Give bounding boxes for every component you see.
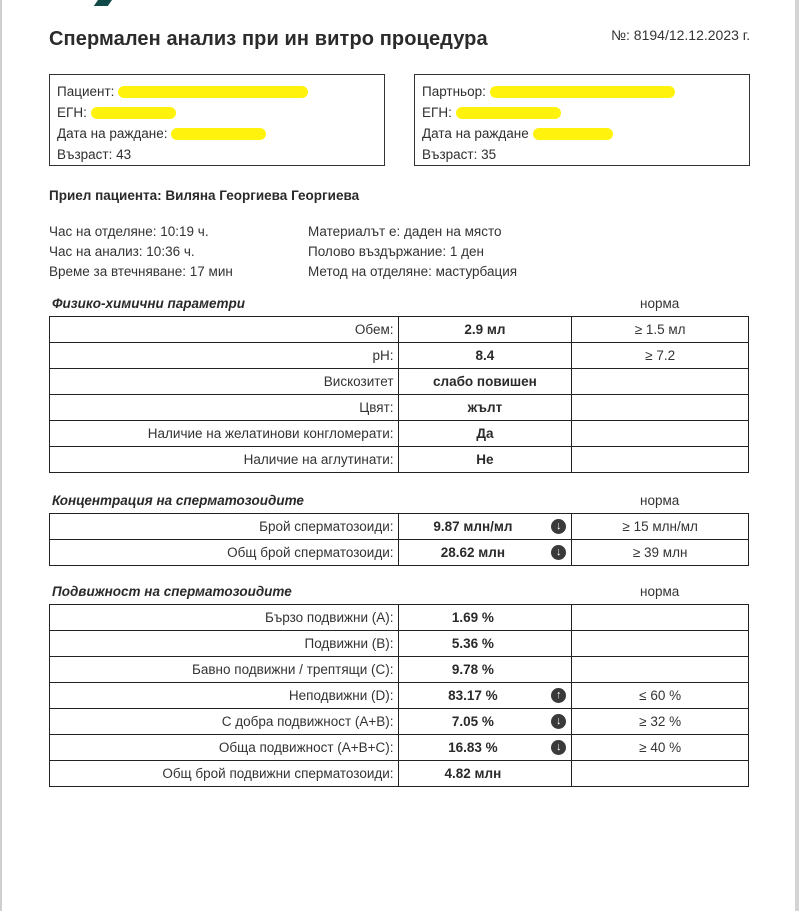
- partner-age-line: Възраст: 35: [422, 147, 497, 162]
- redacted-egn: [456, 107, 561, 119]
- collection-meta-left: [49, 222, 233, 282]
- page-edge-left: [0, 0, 2, 911]
- arrow-up-icon: ↑: [551, 688, 566, 703]
- table-row: Наличие на аглутинати: Не: [50, 447, 749, 473]
- partner-egn-line: ЕГН:: [422, 102, 742, 123]
- collection-time: Час на отделяне: 10:19 ч.: [49, 224, 209, 239]
- table-row: Подвижни (B): 5.36 %: [50, 631, 749, 657]
- section-title-physicochemical: Физико-химични параметри: [52, 296, 246, 311]
- partner-name-line: Партньор:: [422, 81, 742, 102]
- scrollbar[interactable]: [795, 0, 799, 911]
- patient-info-box: [49, 74, 385, 166]
- physicochemical-table: [49, 316, 749, 473]
- table-row: pH: 8.4 ≥ 7.2: [50, 343, 749, 369]
- report-title: Спермален анализ при ин витро процедура: [49, 28, 488, 50]
- table-row: Общ брой сперматозоиди: 28.62 млн ↓ ≥ 39 млн: [50, 540, 749, 566]
- patient-age-line: Възраст: 43: [57, 147, 132, 162]
- patient-name-line: Пациент:: [57, 81, 377, 102]
- motility-table: [49, 604, 749, 787]
- arrow-down-icon: ↓: [551, 714, 566, 729]
- partner-birthdate-line: Дата на раждане: [422, 123, 742, 144]
- abstinence: Полово въздържание: 1 ден: [308, 244, 484, 259]
- table-row: Брой сперматозоиди: 9.87 млн/мл ↓ ≥ 15 млн/мл: [50, 514, 749, 540]
- table-row: Бързо подвижни (A): 1.69 %: [50, 605, 749, 631]
- redacted-name: [118, 86, 308, 98]
- partner-info-box: [414, 74, 750, 166]
- redacted-name: [490, 86, 675, 98]
- section-title-motility: Подвижност на сперматозоидите: [52, 584, 292, 599]
- clinic-logo-fragment: [94, 0, 116, 6]
- arrow-down-icon: ↓: [551, 519, 566, 534]
- collection-meta-right: [308, 222, 517, 282]
- table-row: Обща подвижност (A+B+C): 16.83 % ↓ ≥ 40 %: [50, 735, 749, 761]
- patient-age: 43: [116, 147, 132, 162]
- document-number: №: 8194/12.12.2023 г.: [611, 27, 751, 43]
- table-row: Общ брой подвижни сперматозоиди: 4.82 млн: [50, 761, 749, 787]
- material-source: Материалът е: даден на място: [308, 224, 502, 239]
- partner-age: 35: [481, 147, 497, 162]
- liquefaction-time: Време за втечняване: 17 мин: [49, 264, 233, 279]
- table-row: Цвят: жълт: [50, 395, 749, 421]
- received-by: Приел пациента: Виляна Георгиева Георгиева: [49, 188, 360, 203]
- section-title-concentration: Концентрация на сперматозоидите: [52, 493, 304, 508]
- norm-header: норма: [640, 296, 680, 311]
- norm-header: норма: [640, 584, 680, 599]
- redacted-birthdate: [533, 128, 613, 140]
- analysis-time: Час на анализ: 10:36 ч.: [49, 244, 195, 259]
- patient-birthdate-line: Дата на раждане:: [57, 123, 377, 144]
- concentration-table: [49, 513, 749, 566]
- table-row: С добра подвижност (A+B): 7.05 % ↓ ≥ 32 %: [50, 709, 749, 735]
- arrow-down-icon: ↓: [551, 740, 566, 755]
- table-row: Бавно подвижни / трептящи (C): 9.78 %: [50, 657, 749, 683]
- norm-header: норма: [640, 493, 680, 508]
- table-row: Вискозитет слабо повишен: [50, 369, 749, 395]
- table-row: Наличие на желатинови конгломерати: Да: [50, 421, 749, 447]
- table-row: Неподвижни (D): 83.17 % ↑ ≤ 60 %: [50, 683, 749, 709]
- redacted-egn: [91, 107, 176, 119]
- arrow-down-icon: ↓: [551, 545, 566, 560]
- collection-method: Метод на отделяне: мастурбация: [308, 264, 518, 279]
- redacted-birthdate: [171, 128, 266, 140]
- patient-egn-line: ЕГН:: [57, 102, 377, 123]
- table-row: Обем: 2.9 мл ≥ 1.5 мл: [50, 317, 749, 343]
